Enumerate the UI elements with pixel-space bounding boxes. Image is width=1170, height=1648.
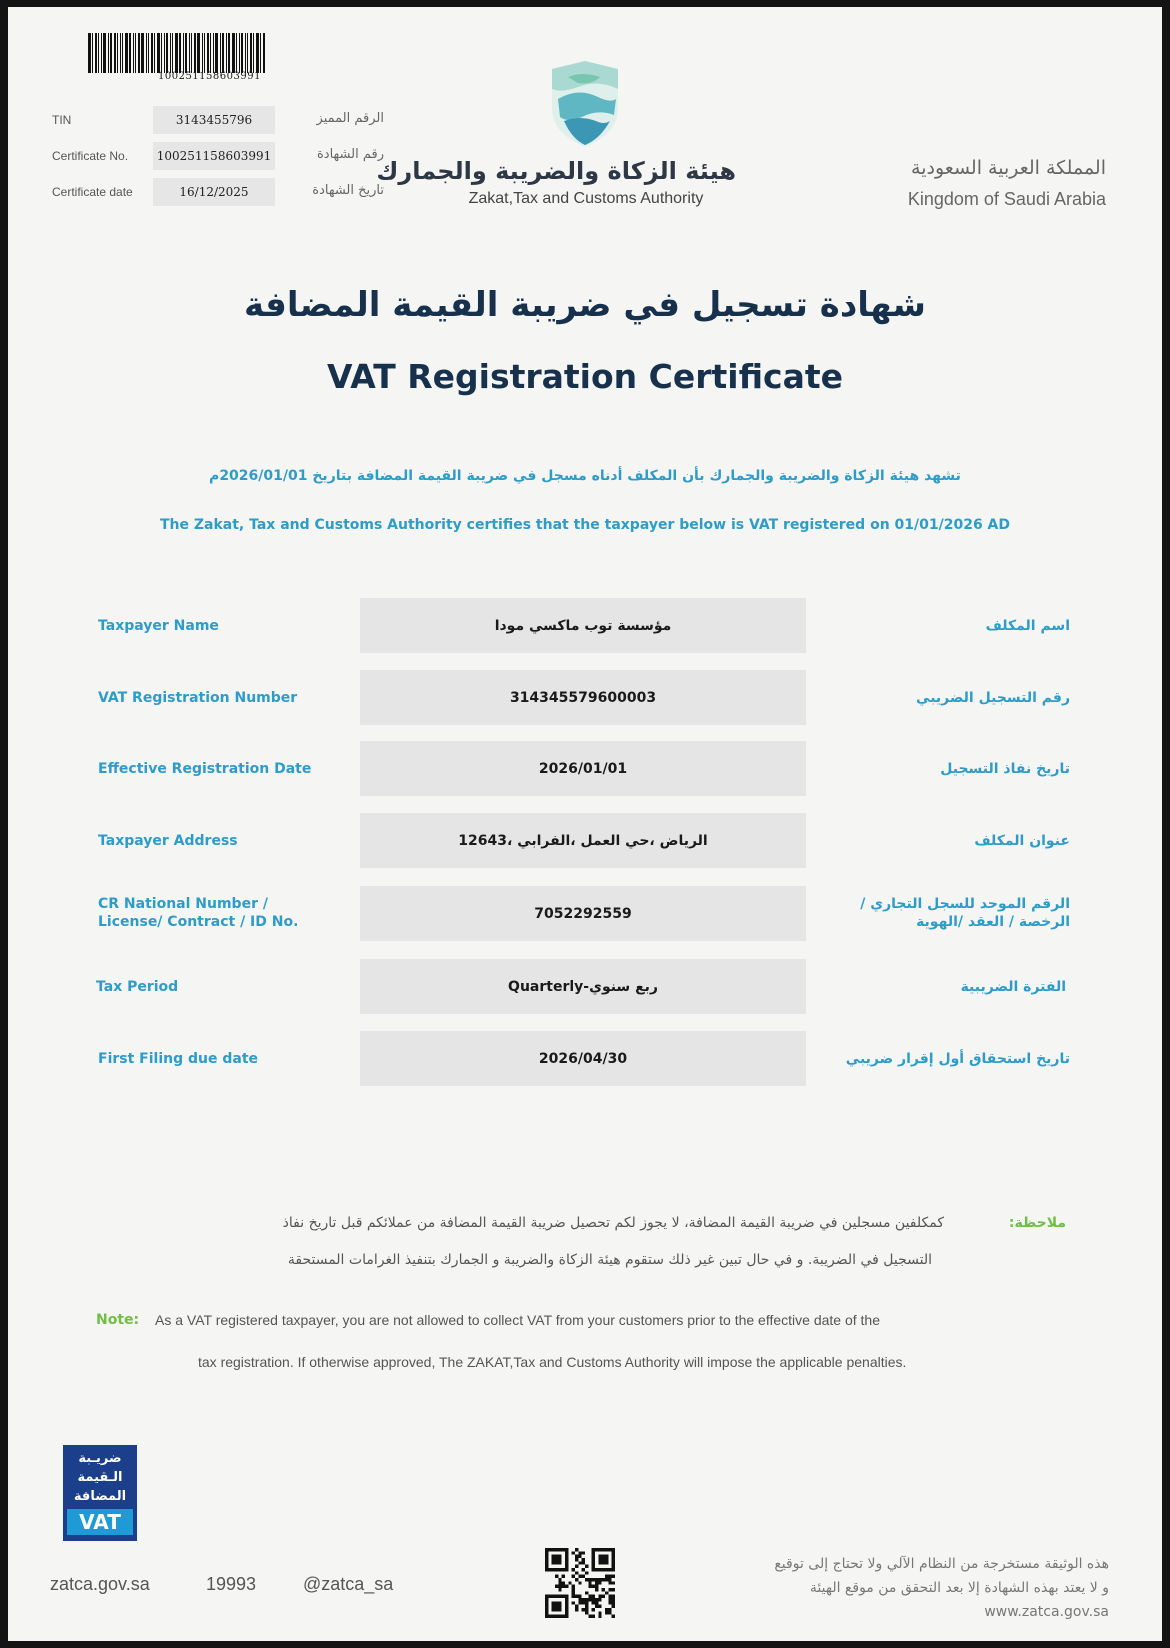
note-ar-line1: كمكلفين مسجلين في ضريبة القيمة المضافة، لا يجوز لكم تحصيل ضريبة القيمة المضافة من عملائكم قبل تاريخ نفاذ [282, 1215, 944, 1231]
barcode-number: 100251158603991 [158, 71, 261, 82]
cr-number-label-line2: License/ Contract / ID No. [98, 914, 299, 930]
footer-disclaimer-line1: هذه الوثيقة مستخرجة من النظام الآلي ولا تحتاج إلى توقيع [774, 1556, 1109, 1572]
note-en-line1: As a VAT registered taxpayer, you are not allowed to collect VAT from your customers prior to the effective date of the [155, 1312, 880, 1328]
cr-number-label-ar-line2: الرخصة / العقد /الهوية [916, 914, 1070, 930]
taxpayer-name-label: Taxpayer Name [98, 618, 219, 634]
tin-label-ar: الرقم المميز [316, 111, 384, 126]
intro-ar: تشهد هيئة الزكاة والضريبة والجمارك بأن المكلف أدناه مسجل في ضريبة القيمة المضافة بتاريخ 2026/01/01م [209, 468, 961, 484]
tax-period-label: Tax Period [96, 979, 179, 995]
first-filing-label: First Filing due date [98, 1051, 259, 1067]
footer-disclaimer-line2: و لا يعتد بهذه الشهادة إلا بعد التحقق من موقع الهيئة [809, 1580, 1109, 1596]
footer-phone: 19993 [206, 1574, 257, 1594]
authority-name-ar: هيئة الزكاة والضريبة والجمارك [376, 157, 736, 185]
effective-date-label-ar: تاريخ نفاذ التسجيل [940, 761, 1070, 777]
zatca-emblem-icon [548, 59, 622, 149]
vat-number-value: 314345579600003 [360, 670, 806, 725]
taxpayer-name-label-ar: اسم المكلف [985, 618, 1070, 634]
cr-number-label-line1: CR National Number / [98, 896, 268, 912]
tin-value: 3143455796 [153, 106, 275, 134]
certificate-page [8, 7, 1162, 1641]
note-label-en: Note: [96, 1312, 140, 1328]
title-ar: شهادة تسجيل في ضريبة القيمة المضافة [244, 285, 926, 325]
footer-website[interactable]: zatca.gov.sa [50, 1574, 150, 1594]
title-en: VAT Registration Certificate [326, 357, 844, 396]
kingdom-name-ar: المملكة العربية السعودية [911, 157, 1106, 179]
tin-label: TIN [52, 113, 72, 127]
certificate-date-label-ar: تاريخ الشهادة [312, 183, 384, 198]
taxpayer-name-value: مؤسسة توب ماكسي مودا [360, 598, 806, 653]
certificate-no-label: Certificate No. [52, 149, 129, 163]
vat-number-label-ar: رقم التسجيل الضريبي [916, 690, 1070, 706]
intro-en: The Zakat, Tax and Customs Authority certifies that the taxpayer below is VAT registered on 01/01/2026 AD [159, 517, 1011, 533]
cr-number-label-ar-line1: الرقم الموحد للسجل التجاري / [860, 896, 1070, 912]
vat-logo-line2: الـقيمة [77, 1470, 123, 1485]
note-label-ar: ملاحظة: [1008, 1215, 1066, 1231]
note-ar-line2: التسجيل في الضريبة. و في حال تبين غير ذلك ستقوم هيئة الزكاة والضريبة و الجمارك بتنفيذ الغرامات المستحقة [287, 1252, 932, 1268]
certificate-no-label-ar: رقم الشهادة [317, 147, 384, 162]
effective-date-value: 2026/01/01 [360, 741, 806, 796]
first-filing-label-ar: تاريخ استحقاق أول إقرار ضريبي [845, 1051, 1070, 1067]
qr-code [545, 1548, 615, 1618]
first-filing-value: 2026/04/30 [360, 1031, 806, 1086]
effective-date-label: Effective Registration Date [98, 761, 312, 777]
authority-name-en: Zakat,Tax and Customs Authority [468, 190, 704, 207]
footer-disclaimer-url[interactable]: www.zatca.gov.sa [984, 1604, 1109, 1620]
taxpayer-address-label-ar: عنوان المكلف [974, 833, 1070, 849]
footer-social[interactable]: @zatca_sa [303, 1574, 394, 1594]
vat-logo-word: VAT [67, 1509, 133, 1535]
vat-logo-line3: المضافة [73, 1489, 127, 1504]
vat-number-label: VAT Registration Number [98, 690, 298, 706]
tax-period-value: ربع سنوي-Quarterly [360, 959, 806, 1014]
tax-period-label-ar: الفترة الضريبية [960, 979, 1066, 995]
taxpayer-address-value: الرياض ،حي العمل ،الفرابي ،12643 [360, 813, 806, 868]
note-en-line2: tax registration. If otherwise approved, The ZAKAT,Tax and Customs Authority will impose the applicable penalties. [198, 1354, 907, 1370]
taxpayer-address-label: Taxpayer Address [98, 833, 238, 849]
barcode [88, 33, 338, 73]
vat-logo [63, 1445, 137, 1541]
certificate-date-value: 16/12/2025 [153, 178, 275, 206]
certificate-no-value: 100251158603991 [153, 142, 275, 170]
kingdom-name-en: Kingdom of Saudi Arabia [907, 189, 1106, 209]
certificate-date-label: Certificate date [52, 185, 133, 199]
cr-number-value: 7052292559 [360, 886, 806, 941]
vat-logo-line1: ضريـبة [78, 1451, 122, 1466]
